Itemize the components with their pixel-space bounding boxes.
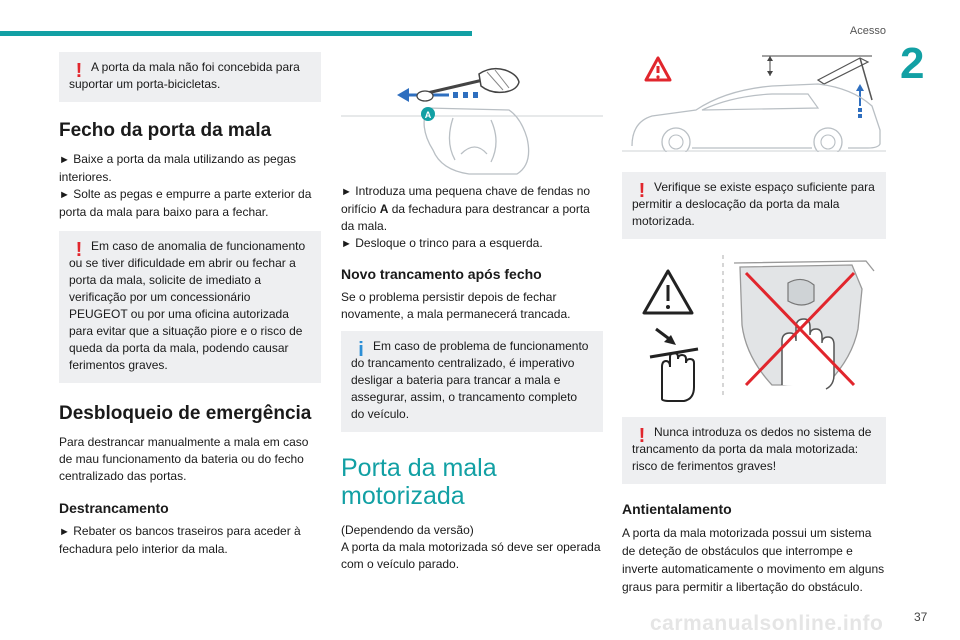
bullet-arrow-icon: ►: [59, 154, 70, 166]
hand-pinch-icon: [650, 329, 698, 401]
unlocking-step: [59, 523, 321, 558]
column-middle: [341, 58, 603, 579]
note-text: Verifique se existe espaço suficiente para permitir a deslocação da porta da mala motorizada.: [632, 180, 875, 228]
column-right: [622, 44, 886, 602]
closing-step-1: [59, 151, 321, 186]
relock-text: Se o problema persistir depois de fechar novamente, a mala permanecerá trancada.: [341, 290, 571, 321]
subsection-title-unlocking: Destrancamento: [59, 500, 169, 516]
step-label-a: A: [379, 202, 389, 216]
note-text: Em caso de problema de funcionamento do trancamento centralizado, é imperativo desligar a bateria para trancar a mala e assegurar, assim, o trancamento completo do veículo.: [351, 339, 589, 421]
page-number: 37: [914, 610, 928, 624]
warning-exclamation-icon: !: [638, 425, 646, 447]
step-text: Desloque o trinco para a esquerda.: [355, 236, 543, 250]
warning-exclamation-icon: !: [75, 239, 83, 261]
warning-note-space: [622, 172, 886, 239]
screwdriver-step-1: [341, 183, 603, 235]
step-text: Solte as pegas e empurre a parte exterior da porta da mala para baixo para a fechar.: [59, 187, 312, 219]
figure-label-a: A: [424, 110, 432, 120]
info-icon: i: [358, 339, 364, 361]
antipinch-text: A porta da mala motorizada possui um sistema de deteção de obstáculos que interrompe e inverte automaticamente o movimento em alguns graus para permitir a libertação do obstáculo.: [622, 526, 885, 594]
screwdriver-lock-illustration: [341, 58, 603, 178]
info-note-central-locking: [341, 331, 603, 432]
section-title-emergency: Desbloqueio de emergência: [59, 403, 312, 424]
bullet-arrow-icon: ►: [341, 238, 352, 250]
screwdriver-step-2: [341, 235, 603, 253]
warning-exclamation-icon: !: [75, 60, 83, 82]
power-tailgate-version: (Dependendo da versão): [341, 523, 474, 537]
header-accent-bar: [0, 31, 472, 36]
warning-note-fingers: [622, 417, 886, 484]
note-text: Em caso de anomalia de funcionamento ou se tiver dificuldade em abrir ou fechar a porta da mala, solicite de imediato a verificação por um concessionário PEUGEOT ou por uma oficina autorizada para evitar que a situação piore e o risco de queda da porta da mala, podendo causar ferimentos graves.: [69, 239, 306, 372]
section-title-power-tailgate: Porta da mala motorizada: [341, 454, 497, 510]
watermark-text: carmanualsonline.info: [650, 612, 884, 635]
step-text: Rebater os bancos traseiros para aceder à fechadura pelo interior da mala.: [59, 524, 301, 556]
warning-note-bikes: [59, 52, 321, 102]
power-tailgate-text: A porta da mala motorizada só deve ser operada com o veículo parado.: [341, 540, 601, 571]
subsection-title-antipinch: Antientalamento: [622, 501, 732, 517]
warning-exclamation-icon: !: [638, 180, 646, 202]
subsection-title-relock: Novo trancamento após fecho: [341, 266, 542, 282]
car-clearance-illustration: [622, 44, 886, 152]
chapter-number: 2: [900, 39, 925, 88]
finger-warning-illustration: [622, 249, 886, 409]
section-title-closing: Fecho da porta da mala: [59, 120, 272, 141]
note-text: Nunca introduza os dedos no sistema de trancamento da porta da mala motorizada: risco de ferimentos graves!: [632, 425, 872, 473]
closing-step-2: [59, 186, 321, 221]
step-text: Baixe a porta da mala utilizando as pegas interiores.: [59, 152, 297, 184]
note-text: A porta da mala não foi concebida para suportar um porta-bicicletas.: [69, 60, 300, 91]
step-text: da fechadura para destrancar a porta da mala.: [341, 202, 590, 233]
section-name: Acesso: [849, 25, 886, 37]
warning-note-malfunction: [59, 231, 321, 383]
bullet-arrow-icon: ►: [59, 526, 70, 538]
bullet-arrow-icon: ►: [59, 189, 70, 201]
emergency-text: Para destrancar manualmente a mala em caso de mau funcionamento da bateria ou do fecho centralizado das portas.: [59, 435, 309, 483]
column-left: [59, 52, 321, 564]
bullet-arrow-icon: ►: [341, 186, 352, 198]
step-text: Introduza uma pequena chave de fendas no orifício: [341, 184, 591, 216]
